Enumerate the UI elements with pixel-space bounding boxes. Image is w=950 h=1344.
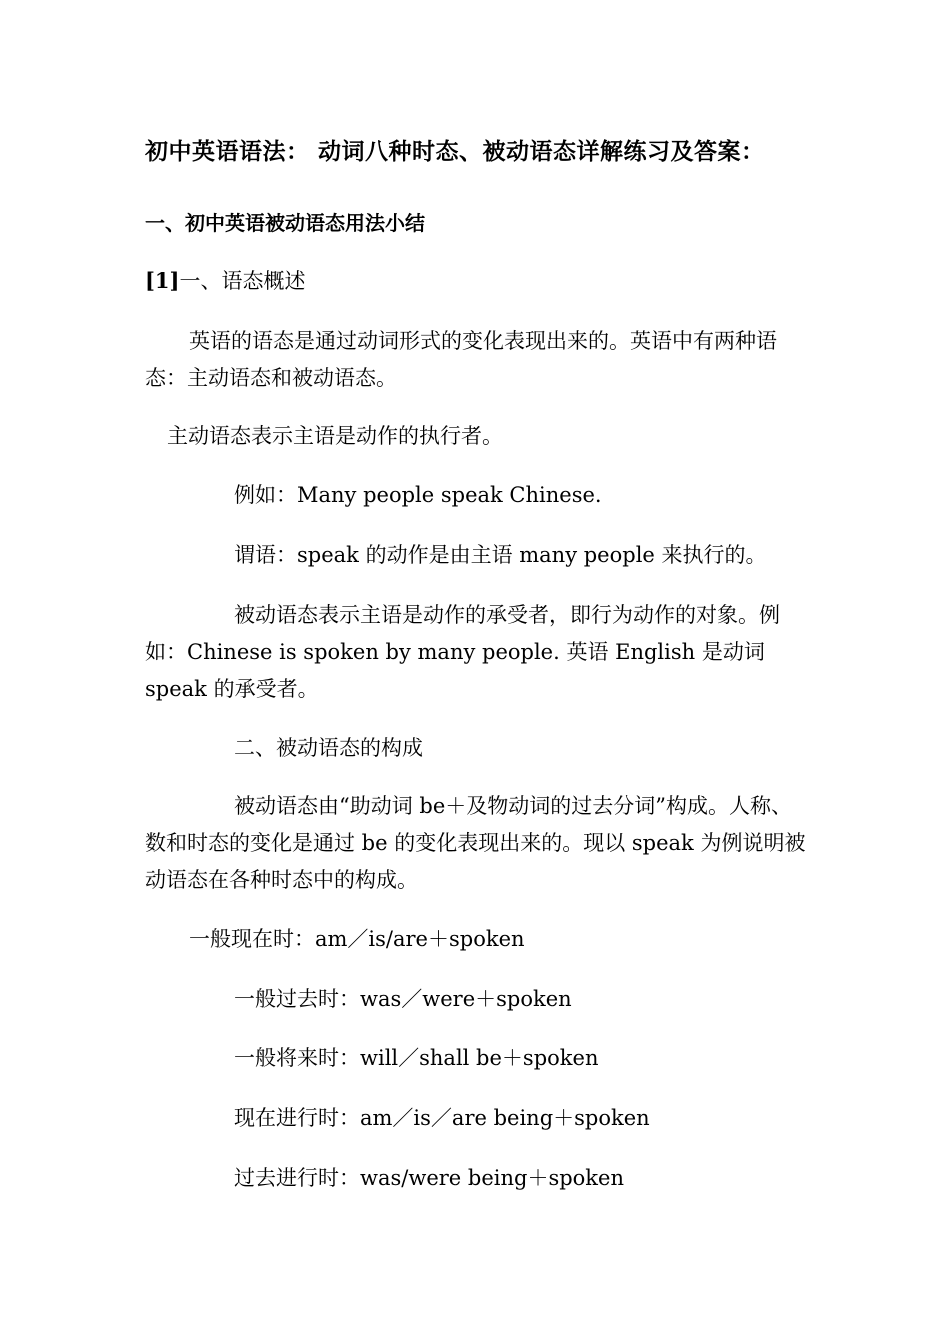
footnote-marker: [1] [145, 268, 180, 293]
subsection-title: 一、语态概述 [179, 269, 306, 293]
tense-simple-present: 一般现在时：am／is/are＋spoken [189, 927, 525, 951]
tense-present-continuous: 现在进行时：am／is／are being＋spoken [234, 1106, 650, 1130]
tense-past-continuous: 过去进行时：was/were being＋spoken [234, 1166, 624, 1190]
paragraph-example-active: 例如：Many people speak Chinese. [234, 483, 602, 507]
subsection-heading [145, 262, 810, 300]
paragraph-voice-overview: 英语的语态是通过动词形式的变化表现出来的。英语中有两种语态：主动语态和被动语态。 [145, 329, 777, 390]
paragraph-active-voice: 主动语态表示主语是动作的执行者。 [167, 424, 503, 448]
document-title: 初中英语语法： 动词八种时态、被动语态详解练习及答案： [145, 138, 765, 165]
section-heading: 一、初中英语被动语态用法小结 [145, 211, 425, 235]
paragraph-predicate-note: 谓语：speak 的动作是由主语 many people 来执行的。 [234, 543, 767, 567]
tense-simple-past: 一般过去时：was／were＋spoken [234, 987, 572, 1011]
paragraph-construction-heading: 二、被动语态的构成 [234, 736, 423, 760]
tense-simple-future: 一般将来时：will／shall be＋spoken [234, 1046, 599, 1070]
paragraph-passive-voice: 被动语态表示主语是动作的承受者，即行为动作的对象。例如：Chinese is spoken by many people. 英语 English 是动词 speak 的承受者。 [145, 603, 780, 701]
paragraph-construction: 被动语态由“助动词 be＋及物动词的过去分词”构成。人称、数和时态的变化是通过 be 的变化表现出来的。现以 speak 为例说明被动语态在各种时态中的构成。 [145, 794, 806, 892]
